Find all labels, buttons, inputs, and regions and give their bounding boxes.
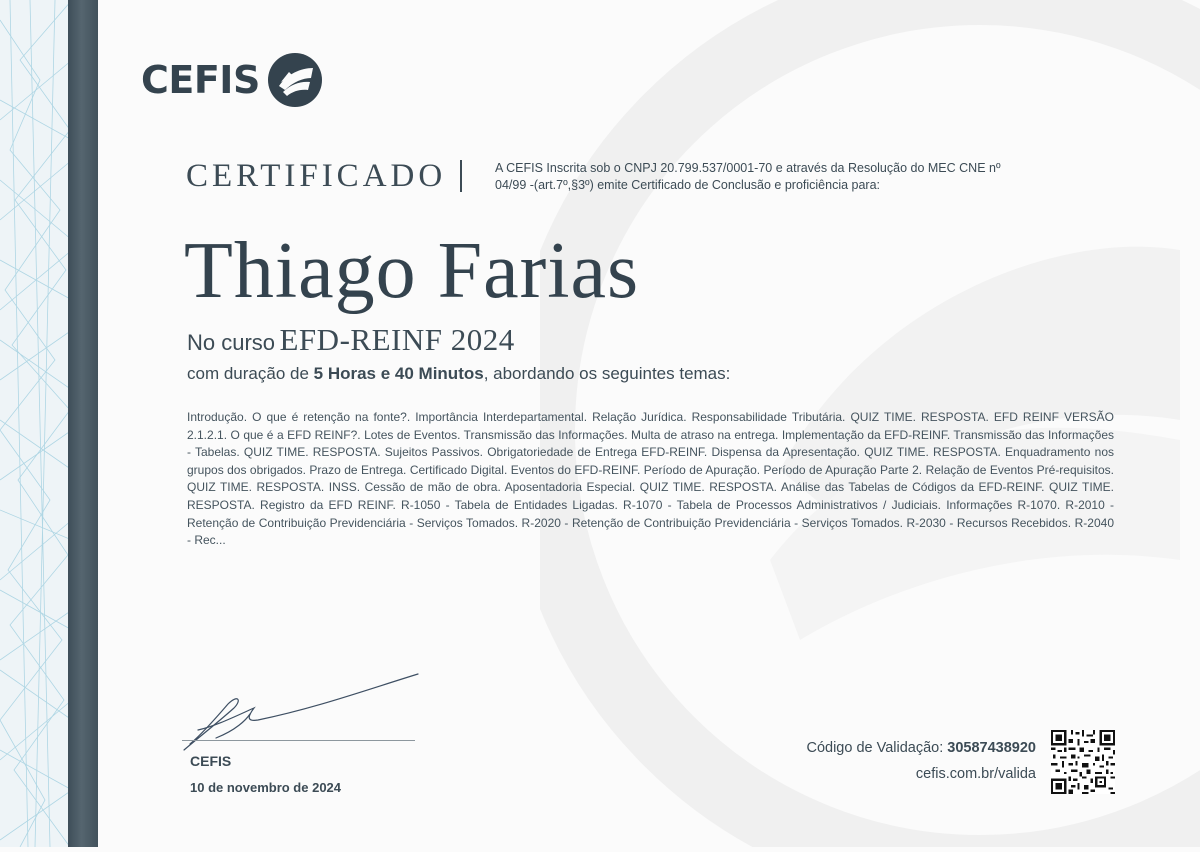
legal-statement: A CEFIS Inscrita sob o CNPJ 20.799.537/0001-70 e através da Resolução do MEC CNE nº 04/99 -(art.7º,§3º) emite Certificado de Conclusão e proficiência para:: [495, 161, 1001, 192]
duration-value: 5 Horas e 40 Minutos: [313, 364, 484, 383]
decorative-line-pattern: [0, 0, 72, 847]
validation-number: 30587438920: [947, 740, 1036, 756]
validation-label: Código de Validação:: [806, 740, 944, 756]
certificate-title: CERTIFICADO: [186, 158, 447, 194]
issue-date: 10 de novembro de 2024: [190, 780, 342, 795]
left-accent-band: [68, 0, 98, 847]
cefis-logo-icon: [267, 52, 323, 108]
signer-name: CEFIS: [190, 753, 232, 769]
course-prefix: No curso: [187, 330, 276, 355]
recipient-name: Thiago Farias: [184, 227, 640, 315]
cefis-logo: [141, 50, 323, 110]
qr-code[interactable]: [1051, 730, 1115, 794]
logo-text: CEFIS: [141, 58, 260, 102]
duration-suffix: , abordando os seguintes temas:: [483, 364, 731, 383]
validation-code: [806, 740, 1036, 756]
course-duration: [187, 364, 730, 384]
course-topics: Introdução. O que é retenção na fonte?. Importância Interdepartamental. Relação Jurídica. Responsabilidade Tributária. QUIZ TIME. RESPOSTA. EFD REINF VERSÃO 2.1.2.1. O que é a EFD REINF?. Lotes de Eventos. Transmissão das Informações. Multa de atraso na entrega. Implementação da EFD-REINF. Transmissão das Informações - Tabelas. QUIZ TIME. RESPOSTA. Sujeitos Passivos. Obrigatoriedade de Entrega EFD-REINF. Dispensa da Apresentação. QUIZ TIME. RESPOSTA. Enquadramento nos grupos dos obrigados. Prazo de Entrega. Certificado Digital. Eventos do EFD-REINF. Período de Apuração. Período de Apuração Parte 2. Relação de Eventos Pré-requisitos. QUIZ TIME. RESPOSTA. INSS. Cessão de mão de obra. Aposentadoria Especial. QUIZ TIME. RESPOSTA. Análise das Tabelas de Códigos da EFD-REINF. QUIZ TIME. RESPOSTA. Registro da EFD REINF. R-1050 - Tabela de Entidades Ligadas. R-1070 - Tabela de Processos Administrativos / Judiciais. Informações R-1070. R-2010 - Retenção de Contribuição Previdenciária - Serviços Tomados. R-2020 - Retenção de Contribuição Previdenciária - Serviços Tomados. R-2030 - Recursos Recebidos. R-2040 - Rec...: [187, 410, 1114, 548]
course-line: [187, 322, 515, 358]
validation-url[interactable]: cefis.com.br/valida: [915, 766, 1036, 782]
title-divider: [460, 160, 462, 192]
signature: [176, 668, 421, 758]
signature-line: [182, 740, 415, 741]
duration-prefix: com duração de: [187, 364, 309, 383]
course-name: EFD-REINF 2024: [279, 322, 515, 357]
